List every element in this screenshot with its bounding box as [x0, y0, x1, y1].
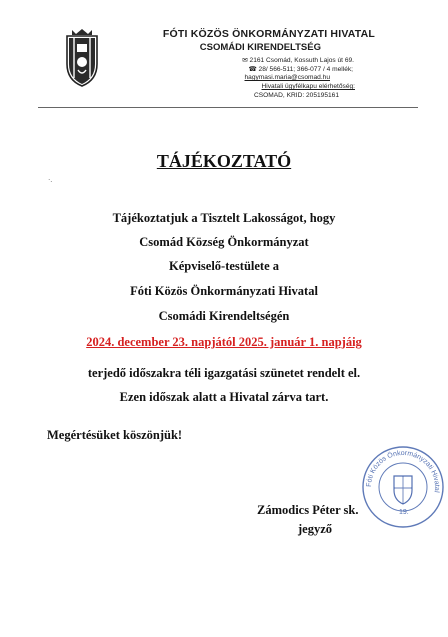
stray-mark: ·. — [48, 176, 53, 184]
office-name: FÓTI KÖZÖS ÖNKORMÁNYZATI HIVATAL — [162, 28, 375, 40]
signer-name: Zámodics Péter sk. — [257, 503, 359, 517]
branch-name: CSOMÁDI KIRENDELTSÉG — [199, 42, 321, 53]
stamp-text: Fóti Közös Önkormányzati Hivatal — [365, 449, 441, 493]
address-line: ✉ 2161 Csomád, Kossuth Lajos út 69. — [242, 57, 354, 64]
body-line-5: Csomádi Kirendeltségén — [158, 309, 290, 323]
closing-line-2: Ezen időszak alatt a Hivatal zárva tart. — [119, 390, 329, 404]
body-line-2: Csomád Község Önkormányzat — [139, 235, 309, 249]
coat-of-arms-logo — [64, 28, 100, 88]
thanks-text: Megértésüket köszönjük! — [47, 428, 183, 442]
header-divider — [38, 107, 418, 108]
phone-line: ☎ 28/ 566-511; 366-077 / 4 mellék; — [248, 66, 353, 73]
portal-label: Hivatali ügyfélkapu elérhetőség: — [261, 83, 355, 90]
official-stamp — [360, 444, 446, 530]
email-link[interactable]: hagymasi.maria@csomad.hu — [244, 74, 330, 81]
signer-role: jegyző — [298, 522, 333, 536]
body-line-1: Tájékoztatjuk a Tisztelt Lakosságot, hogy — [112, 211, 336, 225]
date-range: 2024. december 23. napjától 2025. január 1. napjáig — [86, 335, 362, 349]
body-line-3: Képviselő-testülete a — [168, 259, 280, 273]
stamp-number: 19. — [399, 509, 409, 516]
document-title: TÁJÉKOZTATÓ — [156, 151, 292, 171]
closing-line-1: terjedő időszakra téli igazgatási szünetet rendelt el. — [87, 366, 361, 380]
krid-line: CSOMAD, KRID: 205195161 — [253, 92, 339, 99]
body-line-4: Fóti Közös Önkormányzati Hivatal — [130, 284, 318, 298]
